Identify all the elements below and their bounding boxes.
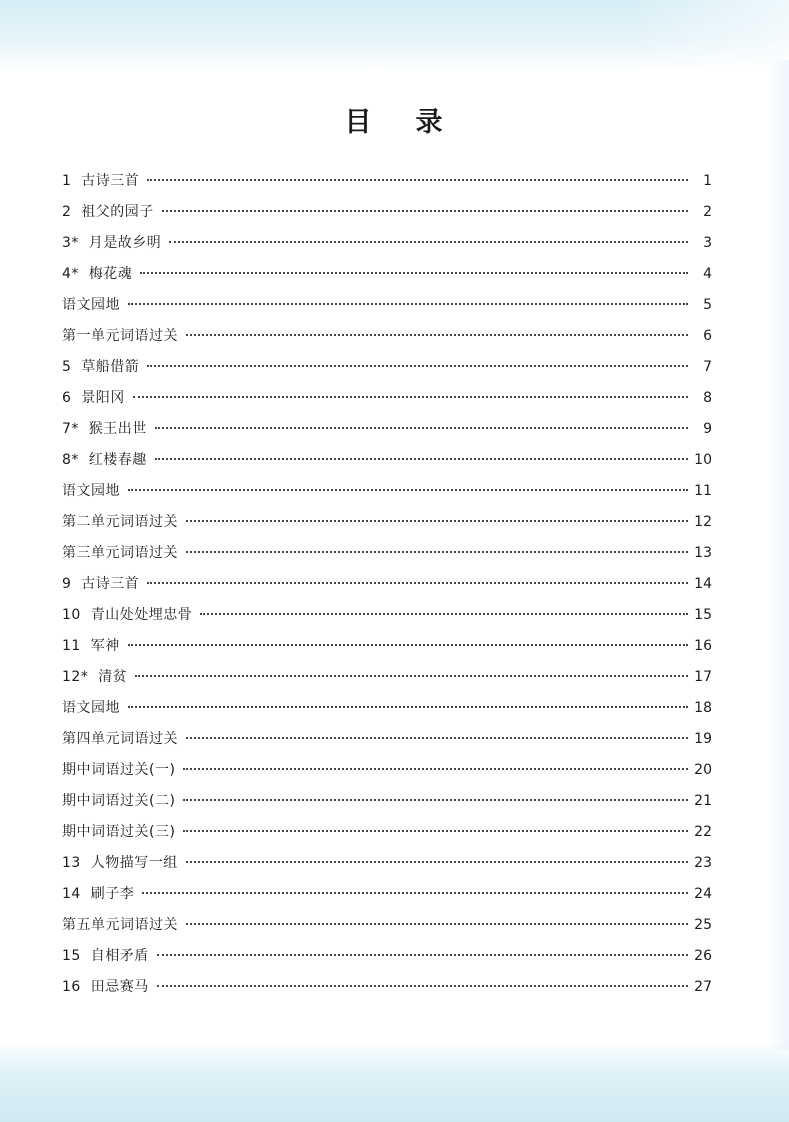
toc-entry-page-number: 7 <box>703 359 712 375</box>
toc-entry[interactable] <box>62 387 712 418</box>
toc-entry-page-number: 2 <box>703 204 712 220</box>
toc-entry-page-number: 14 <box>694 576 712 592</box>
dot-leader <box>186 923 688 925</box>
toc-entry-page-number: 25 <box>694 917 712 933</box>
toc-entry-page-number: 3 <box>703 235 712 251</box>
right-decorative-edge <box>767 60 789 1050</box>
dot-leader <box>128 706 688 708</box>
toc-entry-title: 15 自相矛盾 <box>62 948 149 964</box>
toc-entry-page-number: 22 <box>694 824 712 840</box>
toc-entry[interactable] <box>62 976 712 1007</box>
toc-entry-title: 期中词语过关(二) <box>62 793 176 809</box>
toc-entry-title: 2 祖父的园子 <box>62 204 154 220</box>
toc-entry[interactable] <box>62 821 712 852</box>
toc-entry-title: 12* 清贫 <box>62 669 128 685</box>
top-band-fade <box>0 0 789 72</box>
dot-leader <box>135 675 688 677</box>
dot-leader <box>128 489 688 491</box>
toc-entry[interactable] <box>62 852 712 883</box>
toc-entry-title: 14 刷子李 <box>62 886 135 902</box>
dot-leader <box>183 799 688 801</box>
table-of-contents <box>62 170 712 1007</box>
dot-leader <box>142 892 688 894</box>
toc-entry[interactable] <box>62 883 712 914</box>
toc-entry-title: 1 古诗三首 <box>62 173 140 189</box>
toc-entry[interactable] <box>62 635 712 666</box>
toc-entry-page-number: 5 <box>703 297 712 313</box>
toc-entry-title: 第五单元词语过关 <box>62 917 178 933</box>
toc-entry[interactable] <box>62 418 712 449</box>
toc-entry-title: 第四单元词语过关 <box>62 731 178 747</box>
dot-leader <box>169 241 688 243</box>
toc-entry-page-number: 8 <box>703 390 712 406</box>
dot-leader <box>128 303 688 305</box>
toc-entry-page-number: 26 <box>694 948 712 964</box>
toc-entry-title: 6 景阳冈 <box>62 390 125 406</box>
toc-entry-page-number: 15 <box>694 607 712 623</box>
toc-entry-title: 期中词语过关(三) <box>62 824 176 840</box>
toc-entry-page-number: 20 <box>694 762 712 778</box>
toc-entry-page-number: 11 <box>694 483 712 499</box>
dot-leader <box>186 861 688 863</box>
toc-entry-page-number: 19 <box>694 731 712 747</box>
toc-entry-title: 7* 猴王出世 <box>62 421 147 437</box>
dot-leader <box>186 520 688 522</box>
toc-entry-title: 9 古诗三首 <box>62 576 140 592</box>
dot-leader <box>157 954 688 956</box>
toc-entry[interactable] <box>62 914 712 945</box>
toc-entry[interactable] <box>62 666 712 697</box>
page-title <box>0 100 789 139</box>
toc-entry[interactable] <box>62 790 712 821</box>
toc-entry[interactable] <box>62 356 712 387</box>
toc-entry[interactable] <box>62 511 712 542</box>
dot-leader <box>162 210 688 212</box>
dot-leader <box>183 830 688 832</box>
dot-leader <box>155 427 688 429</box>
toc-entry-page-number: 21 <box>694 793 712 809</box>
toc-entry-page-number: 6 <box>703 328 712 344</box>
toc-entry-title: 13 人物描写一组 <box>62 855 178 871</box>
dot-leader <box>133 396 688 398</box>
dot-leader <box>200 613 688 615</box>
toc-entry-title: 第一单元词语过关 <box>62 328 178 344</box>
toc-entry[interactable] <box>62 759 712 790</box>
dot-leader <box>128 644 688 646</box>
toc-entry-title: 10 青山处处埋忠骨 <box>62 607 193 623</box>
toc-entry-page-number: 16 <box>694 638 712 654</box>
toc-entry[interactable] <box>62 294 712 325</box>
title-char-2: 录 <box>415 107 445 139</box>
toc-entry-title: 期中词语过关(一) <box>62 762 176 778</box>
toc-entry-title: 语文园地 <box>62 483 120 499</box>
toc-entry-title: 8* 红楼春趣 <box>62 452 147 468</box>
toc-entry-page-number: 1 <box>703 173 712 189</box>
toc-entry[interactable] <box>62 542 712 573</box>
toc-entry-title: 11 军神 <box>62 638 120 654</box>
dot-leader <box>186 334 688 336</box>
toc-entry-title: 16 田忌赛马 <box>62 979 149 995</box>
toc-entry[interactable] <box>62 232 712 263</box>
toc-entry-title: 语文园地 <box>62 297 120 313</box>
toc-entry-title: 5 草船借箭 <box>62 359 140 375</box>
toc-entry[interactable] <box>62 325 712 356</box>
toc-entry[interactable] <box>62 697 712 728</box>
toc-entry-title: 3* 月是故乡明 <box>62 235 162 251</box>
dot-leader <box>147 582 688 584</box>
toc-entry[interactable] <box>62 201 712 232</box>
toc-entry[interactable] <box>62 449 712 480</box>
toc-entry-page-number: 10 <box>694 452 712 468</box>
dot-leader <box>140 272 688 274</box>
toc-entry-page-number: 9 <box>703 421 712 437</box>
dot-leader <box>186 551 688 553</box>
toc-entry-page-number: 18 <box>694 700 712 716</box>
toc-entry[interactable] <box>62 573 712 604</box>
toc-entry-title: 第三单元词语过关 <box>62 545 178 561</box>
dot-leader <box>147 179 688 181</box>
toc-entry[interactable] <box>62 604 712 635</box>
toc-entry[interactable] <box>62 263 712 294</box>
toc-entry-page-number: 13 <box>694 545 712 561</box>
toc-entry-title: 4* 梅花魂 <box>62 266 133 282</box>
dot-leader <box>157 985 688 987</box>
toc-entry-page-number: 27 <box>694 979 712 995</box>
toc-entry-page-number: 24 <box>694 886 712 902</box>
toc-entry[interactable] <box>62 945 712 976</box>
toc-entry-page-number: 4 <box>703 266 712 282</box>
title-char-1: 目 <box>344 107 374 139</box>
toc-entry-title: 语文园地 <box>62 700 120 716</box>
toc-entry-page-number: 17 <box>694 669 712 685</box>
dot-leader <box>147 365 688 367</box>
toc-entry[interactable] <box>62 480 712 511</box>
toc-entry[interactable] <box>62 170 712 201</box>
toc-entry-page-number: 23 <box>694 855 712 871</box>
bottom-decorative-band <box>0 1042 789 1122</box>
dot-leader <box>186 737 688 739</box>
toc-entry-title: 第二单元词语过关 <box>62 514 178 530</box>
toc-entry-page-number: 12 <box>694 514 712 530</box>
dot-leader <box>183 768 688 770</box>
toc-entry[interactable] <box>62 728 712 759</box>
dot-leader <box>155 458 688 460</box>
